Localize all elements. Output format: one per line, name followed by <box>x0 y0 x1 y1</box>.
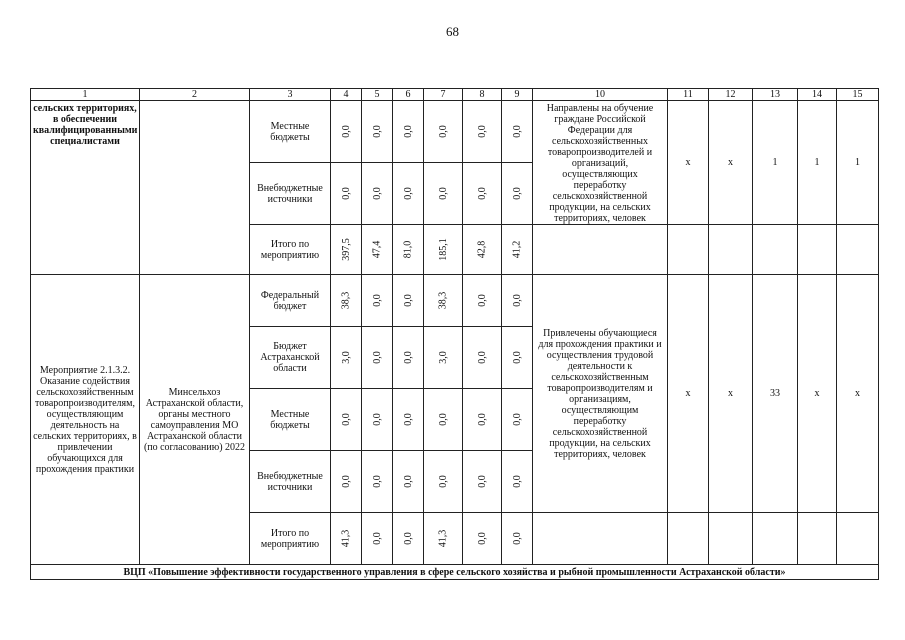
funding-value <box>393 275 424 327</box>
funding-source: Внебюджетные источники <box>250 451 331 513</box>
empty-cell <box>668 513 709 565</box>
executor-cell <box>140 101 250 275</box>
column-number: 9 <box>502 89 533 101</box>
funding-value <box>393 513 424 565</box>
funding-source: Итого по мероприятию <box>250 225 331 275</box>
empty-cell <box>798 513 837 565</box>
value-text: 38,3 <box>340 291 352 310</box>
indicator-value: х <box>668 275 709 513</box>
value-text: 0,0 <box>511 125 523 138</box>
funding-value <box>393 389 424 451</box>
value-text: 0,0 <box>437 187 449 200</box>
column-number: 2 <box>140 89 250 101</box>
empty-cell <box>533 513 668 565</box>
funding-source: Местные бюджеты <box>250 101 331 163</box>
funding-value <box>502 513 533 565</box>
value-text: 47,4 <box>371 240 383 259</box>
funding-value <box>331 513 362 565</box>
funding-value <box>362 101 393 163</box>
value-text: 0,0 <box>371 532 383 545</box>
value-text: 0,0 <box>511 413 523 426</box>
indicator-description: Направлены на обучение граждане Российской Федерации для сельскохозяйственных товаропроизводителей и организаций, осуществляющих переработку сельскохозяйственной продукции, на сельских территориях, человек <box>533 101 668 225</box>
funding-value <box>502 451 533 513</box>
value-text: 0,0 <box>340 413 352 426</box>
value-text: 0,0 <box>476 125 488 138</box>
value-text: 0,0 <box>371 351 383 364</box>
funding-value <box>424 163 463 225</box>
funding-source: Бюджет Астраханской области <box>250 327 331 389</box>
empty-cell <box>709 513 753 565</box>
empty-cell <box>837 513 879 565</box>
column-number: 4 <box>331 89 362 101</box>
indicator-value: 1 <box>753 101 798 225</box>
table-row <box>31 101 879 163</box>
value-text: 0,0 <box>511 532 523 545</box>
page-number: 68 <box>446 24 459 39</box>
value-text: 41,3 <box>340 529 352 548</box>
funding-value <box>424 451 463 513</box>
value-text: 0,0 <box>340 125 352 138</box>
funding-value <box>331 163 362 225</box>
funding-value <box>424 275 463 327</box>
activity-name: Мероприятие 2.1.3.2. Оказание содействия сельскохозяйственным товаропроизводителям, осуществляющим деятельность на сельских территориях, в привлечении обучающихся для прохождения практики <box>31 275 140 565</box>
indicator-value: х <box>709 275 753 513</box>
funding-value <box>362 389 393 451</box>
funding-value <box>463 163 502 225</box>
value-text: 0,0 <box>371 187 383 200</box>
funding-value <box>362 513 393 565</box>
funding-value <box>463 451 502 513</box>
value-text: 0,0 <box>476 187 488 200</box>
value-text: 0,0 <box>437 475 449 488</box>
column-number: 13 <box>753 89 798 101</box>
empty-cell <box>668 225 709 275</box>
funding-value <box>502 163 533 225</box>
activity-name: сельских территориях, в обеспечении квалифицированными специалистами <box>31 101 140 275</box>
column-number: 11 <box>668 89 709 101</box>
funding-value <box>393 327 424 389</box>
value-text: 0,0 <box>437 125 449 138</box>
value-text: 0,0 <box>511 351 523 364</box>
value-text: 0,0 <box>402 187 414 200</box>
value-text: 397,5 <box>340 238 352 261</box>
funding-value <box>424 101 463 163</box>
funding-source: Итого по мероприятию <box>250 513 331 565</box>
value-text: 0,0 <box>402 475 414 488</box>
program-table <box>30 88 879 580</box>
program-title: ВЦП «Повышение эффективности государственного управления в сфере сельского хозяйства и рыбной промышленности Астраханской области» <box>31 565 879 580</box>
funding-value <box>463 327 502 389</box>
value-text: 3,0 <box>340 351 352 364</box>
value-text: 0,0 <box>402 351 414 364</box>
funding-value <box>424 513 463 565</box>
value-text: 0,0 <box>402 532 414 545</box>
header-row <box>31 89 879 101</box>
column-number: 10 <box>533 89 668 101</box>
indicator-value: 1 <box>837 101 879 225</box>
indicator-description: Привлечены обучающиеся для прохождения практики и осуществления трудовой деятельности к сельскохозяйственным товаропроизводителям и организациям, осуществляющим переработку сельскохозяйственной продукции, на сельских территориях, человек <box>533 275 668 513</box>
funding-value <box>393 101 424 163</box>
funding-value <box>463 513 502 565</box>
funding-value <box>331 225 362 275</box>
value-text: 0,0 <box>402 413 414 426</box>
column-number: 8 <box>463 89 502 101</box>
value-text: 0,0 <box>402 294 414 307</box>
value-text: 0,0 <box>402 125 414 138</box>
value-text: 0,0 <box>511 187 523 200</box>
column-number: 7 <box>424 89 463 101</box>
funding-value <box>502 327 533 389</box>
column-number: 1 <box>31 89 140 101</box>
funding-value <box>362 225 393 275</box>
value-text: 0,0 <box>511 294 523 307</box>
empty-cell <box>753 513 798 565</box>
funding-value <box>362 451 393 513</box>
funding-value <box>463 275 502 327</box>
value-text: 0,0 <box>476 294 488 307</box>
funding-value <box>331 327 362 389</box>
value-text: 41,2 <box>511 240 523 259</box>
value-text: 0,0 <box>371 413 383 426</box>
empty-cell <box>798 225 837 275</box>
value-text: 41,3 <box>437 529 449 548</box>
value-text: 42,8 <box>476 240 488 259</box>
funding-value <box>362 275 393 327</box>
value-text: 3,0 <box>437 351 449 364</box>
funding-value <box>393 163 424 225</box>
value-text: 0,0 <box>371 294 383 307</box>
column-number: 3 <box>250 89 331 101</box>
value-text: 0,0 <box>437 413 449 426</box>
empty-cell <box>533 225 668 275</box>
funding-source: Местные бюджеты <box>250 389 331 451</box>
empty-cell <box>753 225 798 275</box>
value-text: 38,3 <box>437 291 449 310</box>
column-number: 5 <box>362 89 393 101</box>
value-text: 0,0 <box>476 413 488 426</box>
funding-value <box>502 275 533 327</box>
indicator-value: х <box>709 101 753 225</box>
indicator-value: 33 <box>753 275 798 513</box>
value-text: 0,0 <box>340 475 352 488</box>
empty-cell <box>709 225 753 275</box>
funding-value <box>463 101 502 163</box>
funding-value <box>463 225 502 275</box>
indicator-value: х <box>668 101 709 225</box>
value-text: 81,0 <box>402 240 414 259</box>
value-text: 0,0 <box>476 532 488 545</box>
funding-value <box>502 101 533 163</box>
funding-value <box>424 225 463 275</box>
funding-source: Внебюджетные источники <box>250 163 331 225</box>
value-text: 0,0 <box>476 351 488 364</box>
value-text: 0,0 <box>340 187 352 200</box>
indicator-value: х <box>798 275 837 513</box>
funding-value <box>463 389 502 451</box>
executor-cell: Минсельхоз Астраханской области, органы местного самоуправления МО Астраханской области (по согласованию) 2022 <box>140 275 250 565</box>
funding-value <box>331 451 362 513</box>
funding-value <box>331 101 362 163</box>
funding-value <box>424 389 463 451</box>
value-text: 0,0 <box>476 475 488 488</box>
funding-value <box>331 275 362 327</box>
funding-value <box>362 327 393 389</box>
column-number: 15 <box>837 89 879 101</box>
program-footer-row <box>31 565 879 580</box>
empty-cell <box>837 225 879 275</box>
indicator-value: х <box>837 275 879 513</box>
value-text: 0,0 <box>511 475 523 488</box>
column-number: 14 <box>798 89 837 101</box>
funding-value <box>424 327 463 389</box>
funding-source: Федеральный бюджет <box>250 275 331 327</box>
column-number: 12 <box>709 89 753 101</box>
value-text: 0,0 <box>371 475 383 488</box>
funding-value <box>502 389 533 451</box>
funding-value <box>393 451 424 513</box>
column-number: 6 <box>393 89 424 101</box>
indicator-value: 1 <box>798 101 837 225</box>
funding-value <box>502 225 533 275</box>
funding-value <box>331 389 362 451</box>
funding-value <box>362 163 393 225</box>
table-row <box>31 275 879 327</box>
value-text: 0,0 <box>371 125 383 138</box>
funding-value <box>393 225 424 275</box>
value-text: 185,1 <box>437 238 449 261</box>
